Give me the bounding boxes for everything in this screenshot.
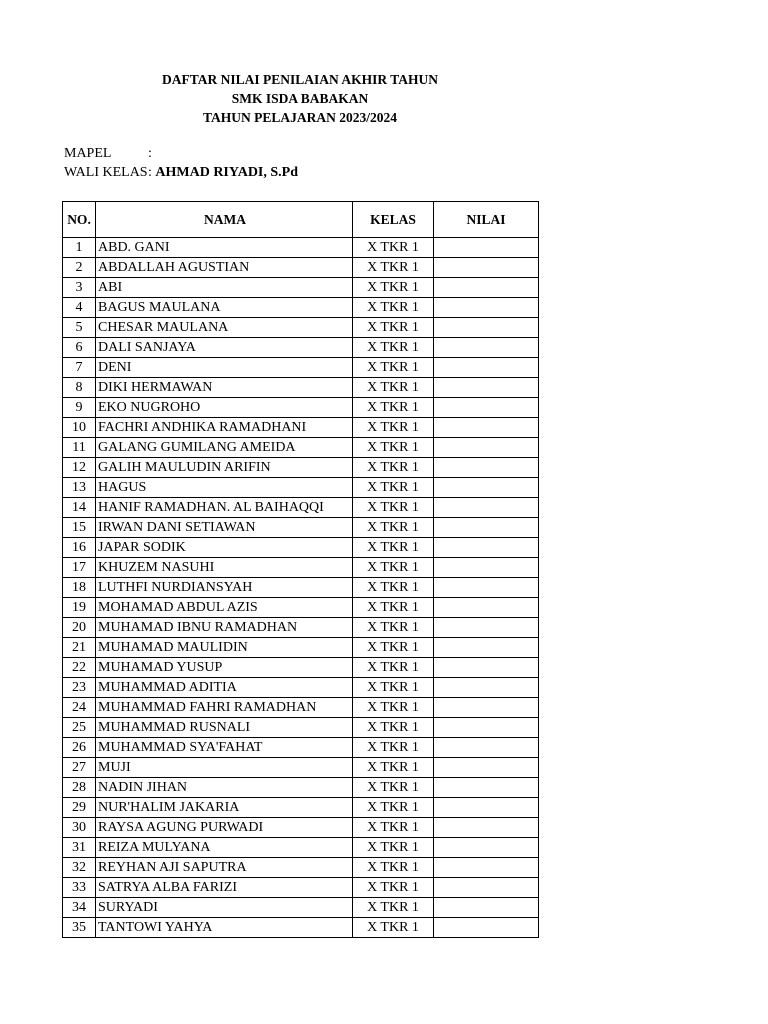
row-no: 13 [63, 478, 96, 498]
row-no: 3 [63, 278, 96, 298]
row-nama: MOHAMAD ABDUL AZIS [96, 598, 353, 618]
table-row [63, 758, 539, 778]
row-kelas: X TKR 1 [353, 278, 434, 298]
row-kelas: X TKR 1 [353, 358, 434, 378]
row-no: 34 [63, 898, 96, 918]
row-nilai[interactable] [434, 278, 539, 298]
table-row [63, 458, 539, 478]
row-nama: REIZA MULYANA [96, 838, 353, 858]
row-no: 31 [63, 838, 96, 858]
row-nama: ABDALLAH AGUSTIAN [96, 258, 353, 278]
row-no: 8 [63, 378, 96, 398]
grades-table [62, 201, 539, 938]
table-row [63, 798, 539, 818]
row-nilai[interactable] [434, 858, 539, 878]
row-no: 26 [63, 738, 96, 758]
row-no: 24 [63, 698, 96, 718]
row-nama: MUHAMAD YUSUP [96, 658, 353, 678]
row-nilai[interactable] [434, 418, 539, 438]
row-nama: GALANG GUMILANG AMEIDA [96, 438, 353, 458]
row-nama: CHESAR MAULANA [96, 318, 353, 338]
row-kelas: X TKR 1 [353, 378, 434, 398]
row-nilai[interactable] [434, 318, 539, 338]
row-nilai[interactable] [434, 658, 539, 678]
row-kelas: X TKR 1 [353, 618, 434, 638]
table-row [63, 598, 539, 618]
mapel-label: MAPEL [64, 146, 112, 161]
row-kelas: X TKR 1 [353, 538, 434, 558]
row-nilai[interactable] [434, 398, 539, 418]
row-nilai[interactable] [434, 518, 539, 538]
row-no: 17 [63, 558, 96, 578]
row-nama: TANTOWI YAHYA [96, 918, 353, 938]
row-nilai[interactable] [434, 378, 539, 398]
table-row [63, 378, 539, 398]
row-no: 5 [63, 318, 96, 338]
wali-kelas-label: WALI KELAS [64, 165, 148, 180]
row-nama: MUHAMAD IBNU RAMADHAN [96, 618, 353, 638]
table-row [63, 498, 539, 518]
row-nilai[interactable] [434, 578, 539, 598]
wali-kelas-row [64, 164, 298, 182]
row-nama: REYHAN AJI SAPUTRA [96, 858, 353, 878]
table-row [63, 658, 539, 678]
row-kelas: X TKR 1 [353, 338, 434, 358]
row-kelas: X TKR 1 [353, 598, 434, 618]
row-no: 22 [63, 658, 96, 678]
row-no: 4 [63, 298, 96, 318]
row-kelas: X TKR 1 [353, 818, 434, 838]
row-nilai[interactable] [434, 718, 539, 738]
row-nilai[interactable] [434, 338, 539, 358]
row-kelas: X TKR 1 [353, 318, 434, 338]
row-nilai[interactable] [434, 258, 539, 278]
row-kelas: X TKR 1 [353, 258, 434, 278]
row-no: 6 [63, 338, 96, 358]
row-nama: MUHAMMAD ADITIA [96, 678, 353, 698]
row-no: 15 [63, 518, 96, 538]
row-nama: HAGUS [96, 478, 353, 498]
table-row [63, 698, 539, 718]
row-kelas: X TKR 1 [353, 558, 434, 578]
row-kelas: X TKR 1 [353, 698, 434, 718]
table-row [63, 618, 539, 638]
row-no: 25 [63, 718, 96, 738]
row-kelas: X TKR 1 [353, 578, 434, 598]
row-nama: MUHAMMAD RUSNALI [96, 718, 353, 738]
row-kelas: X TKR 1 [353, 858, 434, 878]
table-row [63, 418, 539, 438]
row-nilai[interactable] [434, 458, 539, 478]
row-no: 16 [63, 538, 96, 558]
row-kelas: X TKR 1 [353, 718, 434, 738]
row-kelas: X TKR 1 [353, 418, 434, 438]
table-header-row [63, 202, 539, 238]
table-row [63, 338, 539, 358]
row-nilai[interactable] [434, 738, 539, 758]
column-header-kelas: KELAS [353, 202, 434, 238]
row-nilai[interactable] [434, 438, 539, 458]
mapel-separator: : [148, 146, 152, 161]
table-row [63, 638, 539, 658]
row-no: 9 [63, 398, 96, 418]
row-nama: KHUZEM NASUHI [96, 558, 353, 578]
table-row [63, 238, 539, 258]
table-body [63, 238, 539, 938]
row-no: 20 [63, 618, 96, 638]
table-row [63, 298, 539, 318]
table-row [63, 678, 539, 698]
table-row [63, 318, 539, 338]
row-nilai[interactable] [434, 358, 539, 378]
row-nama: ABI [96, 278, 353, 298]
row-nilai[interactable] [434, 818, 539, 838]
row-nilai[interactable] [434, 878, 539, 898]
row-no: 29 [63, 798, 96, 818]
table-row [63, 738, 539, 758]
title-line-2: SMK ISDA BABAKAN [231, 91, 369, 106]
row-nama: SATRYA ALBA FARIZI [96, 878, 353, 898]
row-nilai[interactable] [434, 758, 539, 778]
row-nama: MUHAMAD MAULIDIN [96, 638, 353, 658]
table-row [63, 578, 539, 598]
row-kelas: X TKR 1 [353, 838, 434, 858]
table-row [63, 558, 539, 578]
row-kelas: X TKR 1 [353, 238, 434, 258]
row-nama: MUJI [96, 758, 353, 778]
table-row [63, 778, 539, 798]
row-kelas: X TKR 1 [353, 398, 434, 418]
row-nilai[interactable] [434, 678, 539, 698]
row-nilai[interactable] [434, 498, 539, 518]
column-header-no: NO. [63, 202, 96, 238]
row-nilai[interactable] [434, 478, 539, 498]
row-no: 11 [63, 438, 96, 458]
row-nilai[interactable] [434, 778, 539, 798]
row-no: 19 [63, 598, 96, 618]
row-no: 1 [63, 238, 96, 258]
title-line-3: TAHUN PELAJARAN 2023/2024 [202, 110, 397, 125]
row-nama: EKO NUGROHO [96, 398, 353, 418]
row-nilai[interactable] [434, 918, 539, 938]
table-row [63, 258, 539, 278]
table-row [63, 838, 539, 858]
row-kelas: X TKR 1 [353, 298, 434, 318]
row-no: 2 [63, 258, 96, 278]
table-row [63, 398, 539, 418]
row-kelas: X TKR 1 [353, 778, 434, 798]
row-nama: DALI SANJAYA [96, 338, 353, 358]
table-row [63, 818, 539, 838]
row-no: 30 [63, 818, 96, 838]
row-nilai[interactable] [434, 698, 539, 718]
row-no: 23 [63, 678, 96, 698]
table-row [63, 718, 539, 738]
row-kelas: X TKR 1 [353, 738, 434, 758]
row-kelas: X TKR 1 [353, 878, 434, 898]
row-nama: MUHAMMAD SYA'FAHAT [96, 738, 353, 758]
row-nilai[interactable] [434, 238, 539, 258]
row-no: 12 [63, 458, 96, 478]
row-no: 28 [63, 778, 96, 798]
row-kelas: X TKR 1 [353, 898, 434, 918]
row-kelas: X TKR 1 [353, 918, 434, 938]
row-kelas: X TKR 1 [353, 798, 434, 818]
row-nilai[interactable] [434, 638, 539, 658]
row-no: 32 [63, 858, 96, 878]
wali-kelas-value: AHMAD RIYADI, S.Pd [155, 165, 299, 180]
row-nilai[interactable] [434, 538, 539, 558]
row-nilai[interactable] [434, 838, 539, 858]
table-row [63, 538, 539, 558]
row-kelas: X TKR 1 [353, 438, 434, 458]
table-row [63, 478, 539, 498]
document-title [150, 70, 450, 127]
row-nama: FACHRI ANDHIKA RAMADHANI [96, 418, 353, 438]
row-kelas: X TKR 1 [353, 458, 434, 478]
mapel-row [64, 145, 152, 163]
row-nilai[interactable] [434, 598, 539, 618]
row-no: 21 [63, 638, 96, 658]
row-no: 7 [63, 358, 96, 378]
row-no: 27 [63, 758, 96, 778]
row-nama: ABD. GANI [96, 238, 353, 258]
row-nama: GALIH MAULUDIN ARIFIN [96, 458, 353, 478]
column-header-nilai: NILAI [434, 202, 539, 238]
row-nama: NUR'HALIM JAKARIA [96, 798, 353, 818]
row-nama: SURYADI [96, 898, 353, 918]
row-nama: IRWAN DANI SETIAWAN [96, 518, 353, 538]
row-nilai[interactable] [434, 798, 539, 818]
row-nilai[interactable] [434, 618, 539, 638]
row-nama: MUHAMMAD FAHRI RAMADHAN [96, 698, 353, 718]
row-nama: LUTHFI NURDIANSYAH [96, 578, 353, 598]
row-no: 35 [63, 918, 96, 938]
row-no: 18 [63, 578, 96, 598]
row-nilai[interactable] [434, 898, 539, 918]
table-row [63, 518, 539, 538]
row-kelas: X TKR 1 [353, 758, 434, 778]
row-kelas: X TKR 1 [353, 678, 434, 698]
row-nilai[interactable] [434, 298, 539, 318]
row-nama: DIKI HERMAWAN [96, 378, 353, 398]
table-row [63, 898, 539, 918]
wali-kelas-separator: : [148, 165, 152, 180]
row-nilai[interactable] [434, 558, 539, 578]
row-kelas: X TKR 1 [353, 638, 434, 658]
row-nama: DENI [96, 358, 353, 378]
row-no: 33 [63, 878, 96, 898]
table-row [63, 918, 539, 938]
row-nama: NADIN JIHAN [96, 778, 353, 798]
row-kelas: X TKR 1 [353, 518, 434, 538]
row-no: 10 [63, 418, 96, 438]
table-row [63, 358, 539, 378]
title-line-1: DAFTAR NILAI PENILAIAN AKHIR TAHUN [161, 72, 439, 87]
table-row [63, 278, 539, 298]
row-nama: HANIF RAMADHAN. AL BAIHAQQI [96, 498, 353, 518]
row-kelas: X TKR 1 [353, 478, 434, 498]
table-row [63, 878, 539, 898]
table-row [63, 438, 539, 458]
row-nama: RAYSA AGUNG PURWADI [96, 818, 353, 838]
row-kelas: X TKR 1 [353, 498, 434, 518]
row-no: 14 [63, 498, 96, 518]
row-kelas: X TKR 1 [353, 658, 434, 678]
column-header-nama: NAMA [96, 202, 353, 238]
row-nama: BAGUS MAULANA [96, 298, 353, 318]
row-nama: JAPAR SODIK [96, 538, 353, 558]
table-row [63, 858, 539, 878]
